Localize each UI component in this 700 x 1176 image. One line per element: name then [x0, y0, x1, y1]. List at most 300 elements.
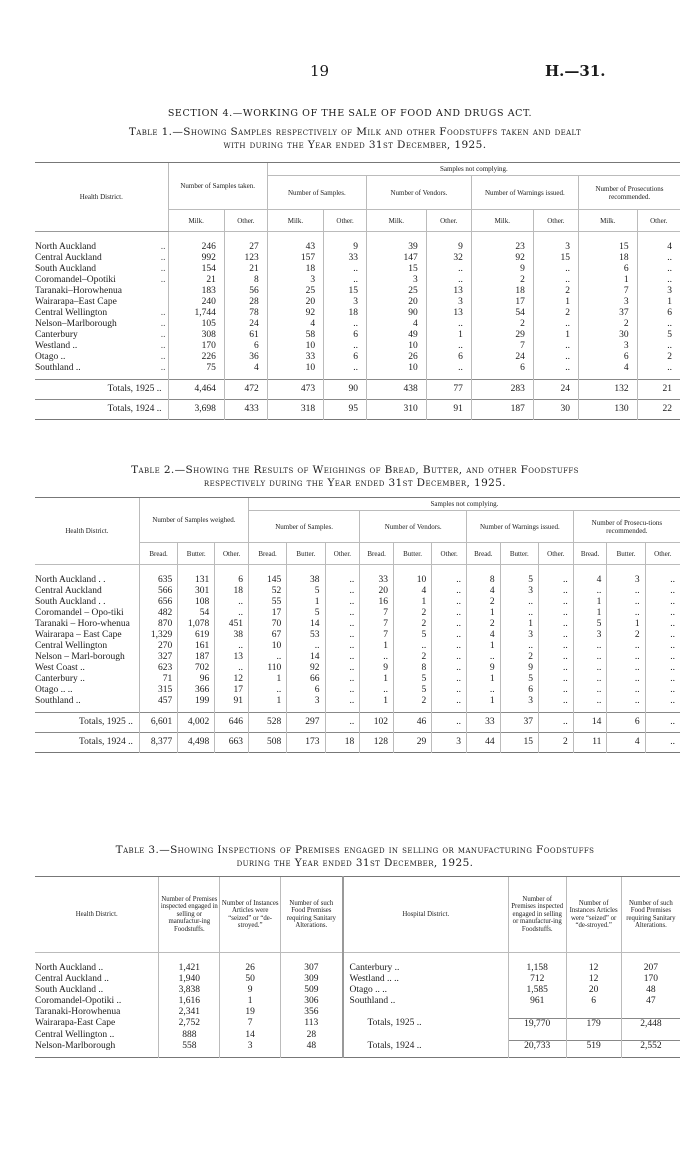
cell-value: 6 [224, 341, 267, 352]
header-number-of-samples: Number of Samples. [248, 511, 359, 543]
table3-title-line1: Table 3.—Showing Inspections of Premises engaged in selling or manufacturing Foodstuffs [115, 844, 595, 856]
table-row [35, 1007, 680, 1018]
total-value: 6,601 [139, 713, 177, 733]
cell-value: 306 [281, 996, 343, 1007]
cell-value: 26 [366, 352, 426, 363]
cell-value: 6 [471, 363, 533, 380]
cell-value: 6 [637, 308, 680, 319]
district-name: Central Wellington [35, 641, 108, 651]
cell-value: 145 [248, 565, 286, 587]
total-value: 4,498 [178, 733, 215, 753]
leader-dots: .. [160, 319, 166, 329]
district-name: South Auckland . . [35, 597, 106, 607]
cell-value: 5 [393, 630, 431, 641]
cell-value: 8 [393, 663, 431, 674]
header-milk: Milk. [168, 210, 224, 232]
cell-value: .. [645, 608, 680, 619]
table-row [35, 565, 680, 587]
health-district-name: North Auckland .. [35, 963, 104, 973]
header-milk: Milk. [578, 210, 637, 232]
total-value: 37 [500, 713, 538, 733]
total-value: 528 [248, 713, 286, 733]
cell-value: 1 [467, 674, 501, 685]
cell-value: 10 [248, 641, 286, 652]
cell-value: 15 [578, 232, 637, 254]
document-code: H.—31. [545, 62, 606, 80]
total-value: 77 [426, 380, 471, 400]
total-value: 179 [566, 1018, 621, 1030]
cell-value: .. [432, 674, 467, 685]
cell-value: .. [645, 663, 680, 674]
cell-value: 3 [578, 297, 637, 308]
cell-value: 3 [324, 297, 367, 308]
cell-value: 161 [178, 641, 215, 652]
table3-title-line2: during the Year ended 31st December, 1925. [236, 857, 474, 869]
table-row [35, 985, 680, 996]
header-bread: Bread. [248, 543, 286, 565]
header-sanitary-alterations: Number of such Food Premises requiring Sanitary Alterations. [621, 877, 680, 953]
cell-value: 4 [267, 319, 323, 330]
cell-value: 67 [248, 630, 286, 641]
cell-value [621, 1030, 680, 1041]
cell-value: .. [573, 696, 607, 713]
cell-value: .. [426, 341, 471, 352]
cell-value: .. [533, 363, 578, 380]
cell-value: 1,940 [159, 974, 220, 985]
header-sanitary-alterations: Number of such Food Premises requiring Sanitary Alterations. [281, 877, 343, 953]
cell-value: .. [538, 565, 573, 587]
district-name: South Auckland .. [35, 264, 166, 274]
header-bread: Bread. [467, 543, 501, 565]
cell-value: 17 [471, 297, 533, 308]
total-value: 24 [533, 380, 578, 400]
cell-value: 90 [366, 308, 426, 319]
cell-value: .. [637, 363, 680, 380]
cell-value: .. [538, 597, 573, 608]
district-name: Taranaki–Horowhenua [35, 286, 122, 296]
totals-row [35, 380, 680, 400]
cell-value: .. [637, 275, 680, 286]
cell-value: 1 [360, 641, 394, 652]
cell-value: 170 [168, 341, 224, 352]
cell-value: 5 [287, 608, 325, 619]
cell-value: 4 [224, 363, 267, 380]
cell-value: 1,616 [159, 996, 220, 1007]
cell-value: 635 [139, 565, 177, 587]
table1-body [35, 232, 680, 420]
cell-value: 1 [360, 696, 394, 713]
table-row [35, 308, 680, 319]
cell-value: 92 [287, 663, 325, 674]
cell-value: .. [325, 630, 360, 641]
table1-title [30, 126, 680, 152]
cell-value: .. [533, 352, 578, 363]
cell-value: .. [645, 619, 680, 630]
cell-value: 2 [533, 308, 578, 319]
cell-value: 5 [393, 674, 431, 685]
district-name: Central Auckland [35, 586, 102, 596]
cell-value: 92 [471, 253, 533, 264]
table2-body [35, 565, 680, 753]
cell-value: .. [360, 685, 394, 696]
table-row [35, 363, 680, 380]
district-name: Central Wellington .. [35, 308, 166, 318]
leader-dots: .. [160, 308, 166, 318]
cell-value: .. [645, 652, 680, 663]
header-bread: Bread. [573, 543, 607, 565]
hospital-district-name [343, 1007, 509, 1018]
header-not-complying: Samples not complying. [267, 163, 680, 176]
total-value: 663 [215, 733, 249, 753]
table-row [35, 608, 680, 619]
cell-value: 457 [139, 696, 177, 713]
cell-value: .. [393, 641, 431, 652]
cell-value: 10 [366, 363, 426, 380]
totals-label: Totals, 1925 .. [35, 713, 139, 733]
district-name: Nelson – Marl-borough [35, 652, 125, 662]
table-row [35, 1018, 680, 1030]
cell-value: 3 [607, 565, 645, 587]
cell-value: 48 [281, 1041, 343, 1058]
cell-value: 91 [215, 696, 249, 713]
table2-title-line1: Table 2.—Showing the Results of Weighings of Bread, Butter, and other Foodstuffs [131, 464, 579, 476]
cell-value: 3 [366, 275, 426, 286]
health-district-name: South Auckland .. [35, 985, 104, 995]
header-other: Other. [533, 210, 578, 232]
section-title: SECTION 4.—WORKING OF THE SALE OF FOOD AND DRUGS ACT. [167, 108, 533, 119]
cell-value: 14 [287, 619, 325, 630]
cell-value: 623 [139, 663, 177, 674]
cell-value: 1 [248, 674, 286, 685]
cell-value: .. [538, 608, 573, 619]
cell-value: 5 [500, 674, 538, 685]
cell-value: 25 [366, 286, 426, 297]
cell-value: 6 [578, 264, 637, 275]
cell-value: 1 [287, 597, 325, 608]
total-value: 646 [215, 713, 249, 733]
health-district-name: Taranaki-Horowhenua [35, 1007, 121, 1017]
cell-value: .. [500, 608, 538, 619]
cell-value: 24 [471, 352, 533, 363]
cell-value: 1 [533, 297, 578, 308]
cell-value: 2 [471, 275, 533, 286]
table-row [35, 663, 680, 674]
cell-value: .. [324, 363, 367, 380]
cell-value: 10 [393, 565, 431, 587]
cell-value: 17 [248, 608, 286, 619]
cell-value: 18 [578, 253, 637, 264]
header-other: Other. [637, 210, 680, 232]
cell-value: 78 [224, 308, 267, 319]
total-value: 102 [360, 713, 394, 733]
cell-value [566, 1007, 621, 1018]
cell-value: 2 [533, 286, 578, 297]
cell-value: 356 [281, 1007, 343, 1018]
cell-value: .. [607, 652, 645, 663]
cell-value: 50 [220, 974, 281, 985]
cell-value: 1 [533, 330, 578, 341]
header-butter: Butter. [287, 543, 325, 565]
cell-value: 58 [267, 330, 323, 341]
cell-value: 240 [168, 297, 224, 308]
cell-value: 33 [267, 352, 323, 363]
header-other: Other. [325, 543, 360, 565]
cell-value: .. [432, 608, 467, 619]
cell-value: .. [324, 319, 367, 330]
cell-value: .. [426, 319, 471, 330]
cell-value: 1 [573, 597, 607, 608]
cell-value: 33 [324, 253, 367, 264]
header-other: Other. [215, 543, 249, 565]
cell-value: 1 [573, 608, 607, 619]
cell-value: 712 [508, 974, 566, 985]
cell-value: .. [215, 608, 249, 619]
cell-value: 17 [215, 685, 249, 696]
cell-value: .. [248, 685, 286, 696]
cell-value: .. [573, 663, 607, 674]
total-value: .. [645, 733, 680, 753]
cell-value: 26 [220, 953, 281, 975]
header-premises-inspected: Number of Premises inspected engaged in selling or manufactur-ing Foodstuffs. [508, 877, 566, 953]
total-value: 4,002 [178, 713, 215, 733]
cell-value: .. [426, 363, 471, 380]
total-value: 187 [471, 400, 533, 420]
cell-value: .. [607, 663, 645, 674]
cell-value: 3 [533, 232, 578, 254]
cell-value: 4 [578, 363, 637, 380]
cell-value: .. [645, 565, 680, 587]
leader-dots: .. [160, 253, 166, 263]
cell-value: 1 [467, 696, 501, 713]
table-row [35, 974, 680, 985]
cell-value: 14 [287, 652, 325, 663]
total-value: 438 [366, 380, 426, 400]
cell-value: .. [645, 685, 680, 696]
header-other: Other. [324, 210, 367, 232]
cell-value: 5 [637, 330, 680, 341]
table-row [35, 996, 680, 1007]
district-name: Wairarapa – East Cape [35, 630, 122, 640]
cell-value: .. [426, 275, 471, 286]
cell-value: 48 [621, 985, 680, 996]
cell-value: .. [645, 696, 680, 713]
cell-value: 183 [168, 286, 224, 297]
cell-value: 7 [360, 619, 394, 630]
cell-value: 1 [637, 297, 680, 308]
cell-value: .. [645, 597, 680, 608]
header-bread: Bread. [360, 543, 394, 565]
table-row [35, 685, 680, 696]
page-number: 19 [310, 62, 330, 80]
table-row [35, 341, 680, 352]
table-row [35, 352, 680, 363]
table-row [35, 652, 680, 663]
cell-value: 307 [281, 953, 343, 975]
cell-value: 38 [215, 630, 249, 641]
header-health-district: Health District. [35, 163, 168, 232]
cell-value: 3 [500, 696, 538, 713]
cell-value: 1,585 [508, 985, 566, 996]
leader-dots: .. [160, 330, 166, 340]
cell-value: .. [432, 597, 467, 608]
cell-value: 3 [500, 586, 538, 597]
cell-value: 309 [281, 974, 343, 985]
leader-dots: .. [160, 275, 166, 285]
cell-value: .. [325, 586, 360, 597]
cell-value: .. [287, 641, 325, 652]
cell-value: 226 [168, 352, 224, 363]
cell-value: 656 [139, 597, 177, 608]
cell-value: .. [607, 696, 645, 713]
cell-value: 13 [426, 286, 471, 297]
table-row [35, 674, 680, 685]
cell-value: 2,341 [159, 1007, 220, 1018]
leader-dots: .. [160, 352, 166, 362]
cell-value: 105 [168, 319, 224, 330]
total-value: 283 [471, 380, 533, 400]
cell-value: .. [432, 641, 467, 652]
header-butter: Butter. [607, 543, 645, 565]
cell-value: 1 [248, 696, 286, 713]
cell-value: 28 [281, 1030, 343, 1041]
cell-value: .. [248, 652, 286, 663]
hospital-district-name: Otago .. .. [343, 985, 509, 996]
cell-value: 6 [287, 685, 325, 696]
total-value: 473 [267, 380, 323, 400]
cell-value: .. [432, 586, 467, 597]
cell-value: .. [215, 641, 249, 652]
header-bread: Bread. [139, 543, 177, 565]
cell-value: 3 [287, 696, 325, 713]
cell-value: .. [538, 619, 573, 630]
table-row [35, 275, 680, 286]
header-not-complying: Samples not complying. [248, 498, 680, 511]
cell-value: .. [573, 685, 607, 696]
cell-value: 33 [360, 565, 394, 587]
header-hospital-district: Hospital District. [343, 877, 509, 953]
cell-value: 20 [267, 297, 323, 308]
total-value: 132 [578, 380, 637, 400]
cell-value: .. [432, 663, 467, 674]
cell-value: 14 [220, 1030, 281, 1041]
table1-title-line2: with during the Year ended 31st December, 1925. [223, 139, 487, 151]
cell-value: 53 [287, 630, 325, 641]
health-district-name: Wairarapa-East Cape [35, 1018, 116, 1029]
total-value: 128 [360, 733, 394, 753]
cell-value: .. [607, 597, 645, 608]
cell-value: .. [432, 565, 467, 587]
cell-value: 18 [471, 286, 533, 297]
cell-value: 12 [566, 974, 621, 985]
cell-value: 1 [393, 597, 431, 608]
district-name: Otago .. .. [35, 685, 73, 695]
total-value: 91 [426, 400, 471, 420]
cell-value: 29 [471, 330, 533, 341]
cell-value: 2 [578, 319, 637, 330]
cell-value: 21 [168, 275, 224, 286]
cell-value: .. [645, 674, 680, 685]
cell-value: 9 [500, 663, 538, 674]
cell-value: 18 [267, 264, 323, 275]
cell-value: 2 [607, 630, 645, 641]
cell-value: 2 [393, 652, 431, 663]
cell-value: 6 [500, 685, 538, 696]
table3-title [30, 844, 680, 870]
cell-value [566, 1030, 621, 1041]
cell-value: 20 [366, 297, 426, 308]
cell-value: .. [215, 597, 249, 608]
header-other: Other. [645, 543, 680, 565]
cell-value: 24 [224, 319, 267, 330]
cell-value: .. [325, 685, 360, 696]
header-premises-inspected: Number of Premises inspected engaged in selling or manufactur-ing Foodstuffs. [159, 877, 220, 953]
cell-value: 7 [360, 608, 394, 619]
cell-value: 1,329 [139, 630, 177, 641]
totals-row [35, 733, 680, 753]
table-row [35, 586, 680, 597]
cell-value: 870 [139, 619, 177, 630]
cell-value: 9 [324, 232, 367, 254]
cell-value: 8 [224, 275, 267, 286]
header-butter: Butter. [393, 543, 431, 565]
total-value: 130 [578, 400, 637, 420]
total-value: 14 [573, 713, 607, 733]
cell-value: .. [500, 641, 538, 652]
district-name: Otago .. .. [35, 352, 166, 362]
cell-value: 3 [220, 1041, 281, 1058]
table-row [35, 630, 680, 641]
cell-value: 2 [467, 619, 501, 630]
cell-value: 43 [267, 232, 323, 254]
cell-value: 566 [139, 586, 177, 597]
total-value: .. [538, 713, 573, 733]
cell-value: 1 [500, 619, 538, 630]
cell-value: 3 [578, 341, 637, 352]
cell-value: 619 [178, 630, 215, 641]
cell-value: 1,421 [159, 953, 220, 975]
cell-value: 6 [578, 352, 637, 363]
total-value: 44 [467, 733, 501, 753]
leader-dots: .. [160, 341, 166, 351]
cell-value: 10 [267, 341, 323, 352]
cell-value: 7 [578, 286, 637, 297]
cell-value: 3,838 [159, 985, 220, 996]
cell-value: .. [573, 641, 607, 652]
cell-value: .. [360, 652, 394, 663]
cell-value: 20 [566, 985, 621, 996]
district-name: North Auckland . . [35, 575, 106, 585]
cell-value: 2 [393, 619, 431, 630]
cell-value: 3 [500, 630, 538, 641]
cell-value: .. [325, 674, 360, 685]
page-header [0, 62, 700, 86]
header-milk: Milk. [471, 210, 533, 232]
health-district-name: Nelson-Marlborough [35, 1040, 116, 1051]
header-health-district: Health District. [35, 498, 139, 565]
cell-value: .. [325, 663, 360, 674]
total-value: 29 [393, 733, 431, 753]
cell-value [508, 1007, 566, 1018]
cell-value: 1,744 [168, 308, 224, 319]
cell-value: 32 [426, 253, 471, 264]
cell-value: 170 [621, 974, 680, 985]
cell-value: 1 [360, 674, 394, 685]
cell-value: .. [607, 685, 645, 696]
cell-value: 3 [573, 630, 607, 641]
district-name: Southland .. [35, 696, 81, 706]
cell-value: 1,078 [178, 619, 215, 630]
table-row [35, 1041, 680, 1058]
